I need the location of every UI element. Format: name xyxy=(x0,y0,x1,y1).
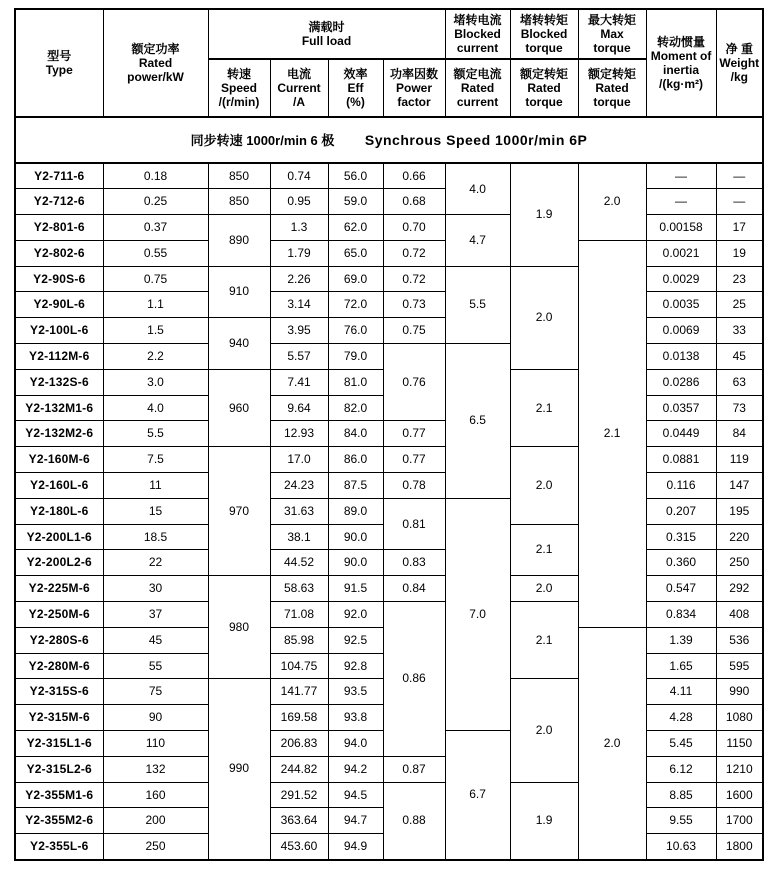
cell-weight: 595 xyxy=(716,653,763,679)
cell-eff: 76.0 xyxy=(328,318,383,344)
header-blocked-current-zh: 堵转电流 xyxy=(453,13,502,27)
header-weight-unit: /kg xyxy=(730,70,748,84)
cell-current: 453.60 xyxy=(270,834,328,860)
cell-pf: 0.83 xyxy=(383,550,445,576)
cell-inertia: 0.116 xyxy=(646,473,716,499)
header-current-zh: 电流 xyxy=(286,67,311,81)
table-row xyxy=(15,266,763,292)
cell-inertia: 0.00158 xyxy=(646,215,716,241)
table-row xyxy=(15,782,763,808)
cell-pf: 0.68 xyxy=(383,189,445,215)
cell-bt: 2.0 xyxy=(510,576,578,602)
table-row xyxy=(15,576,763,602)
cell-weight: — xyxy=(716,163,763,189)
cell-eff: 90.0 xyxy=(328,524,383,550)
cell-weight: 73 xyxy=(716,395,763,421)
cell-mt: 2.0 xyxy=(578,163,646,240)
cell-model: Y2-315L2-6 xyxy=(15,756,103,782)
cell-weight: 119 xyxy=(716,447,763,473)
cell-eff: 69.0 xyxy=(328,266,383,292)
table-row xyxy=(15,189,763,215)
cell-model: Y2-801-6 xyxy=(15,215,103,241)
cell-eff: 92.5 xyxy=(328,627,383,653)
cell-eff: 92.8 xyxy=(328,653,383,679)
section-header xyxy=(15,117,763,163)
cell-current: 85.98 xyxy=(270,627,328,653)
header-full-load-group xyxy=(208,9,445,59)
cell-weight: 45 xyxy=(716,344,763,370)
header-rated-torque-b-en2: torque xyxy=(593,95,631,109)
cell-current: 5.57 xyxy=(270,344,328,370)
cell-model: Y2-802-6 xyxy=(15,240,103,266)
cell-current: 3.95 xyxy=(270,318,328,344)
cell-inertia: 1.39 xyxy=(646,627,716,653)
cell-bt: 1.9 xyxy=(510,782,578,859)
cell-power: 0.25 xyxy=(103,189,208,215)
cell-current: 17.0 xyxy=(270,447,328,473)
cell-model: Y2-355M1-6 xyxy=(15,782,103,808)
cell-bt: 1.9 xyxy=(510,163,578,266)
cell-bt: 2.1 xyxy=(510,369,578,446)
cell-current: 244.82 xyxy=(270,756,328,782)
header-rated-torque-b xyxy=(578,59,646,117)
header-speed-en: Speed xyxy=(220,81,257,95)
header-current-unit: /A xyxy=(293,95,305,109)
header-speed-unit: /(r/min) xyxy=(218,95,260,109)
cell-pf: 0.87 xyxy=(383,756,445,782)
cell-eff: 82.0 xyxy=(328,395,383,421)
cell-inertia: 8.85 xyxy=(646,782,716,808)
cell-current: 206.83 xyxy=(270,731,328,757)
cell-weight: 147 xyxy=(716,473,763,499)
table-row xyxy=(15,421,763,447)
header-eff-zh: 效率 xyxy=(343,67,368,81)
cell-power: 75 xyxy=(103,679,208,705)
header-power-factor xyxy=(383,59,445,117)
cell-power: 7.5 xyxy=(103,447,208,473)
cell-speed: 980 xyxy=(208,576,270,679)
cell-model: Y2-280M-6 xyxy=(15,653,103,679)
cell-eff: 86.0 xyxy=(328,447,383,473)
cell-power: 250 xyxy=(103,834,208,860)
cell-pf: 0.86 xyxy=(383,602,445,757)
cell-eff: 62.0 xyxy=(328,215,383,241)
cell-power: 3.0 xyxy=(103,369,208,395)
cell-power: 0.18 xyxy=(103,163,208,189)
header-weight-zh: 净 重 xyxy=(725,42,753,56)
cell-power: 22 xyxy=(103,550,208,576)
cell-weight: — xyxy=(716,189,763,215)
header-inertia xyxy=(646,9,716,117)
cell-weight: 1210 xyxy=(716,756,763,782)
table-row xyxy=(15,447,763,473)
cell-current: 0.95 xyxy=(270,189,328,215)
cell-bc: 5.5 xyxy=(445,266,510,343)
cell-current: 104.75 xyxy=(270,653,328,679)
cell-eff: 89.0 xyxy=(328,498,383,524)
cell-current: 169.58 xyxy=(270,705,328,731)
cell-model: Y2-132M1-6 xyxy=(15,395,103,421)
header-inertia-unit: /(kg·m²) xyxy=(659,77,704,91)
section-row xyxy=(15,117,763,163)
cell-weight: 1700 xyxy=(716,808,763,834)
cell-eff: 79.0 xyxy=(328,344,383,370)
header-rated-current-en1: Rated xyxy=(460,81,495,95)
cell-pf: 0.84 xyxy=(383,576,445,602)
cell-inertia: 0.0029 xyxy=(646,266,716,292)
cell-power: 160 xyxy=(103,782,208,808)
cell-speed: 910 xyxy=(208,266,270,318)
cell-power: 11 xyxy=(103,473,208,499)
cell-pf: 0.88 xyxy=(383,782,445,859)
header-rated-torque-a-en2: torque xyxy=(525,95,563,109)
cell-pf: 0.76 xyxy=(383,344,445,421)
header-eff xyxy=(328,59,383,117)
header-max-torque-zh: 最大转矩 xyxy=(588,13,637,27)
cell-power: 1.1 xyxy=(103,292,208,318)
cell-model: Y2-90L-6 xyxy=(15,292,103,318)
header-weight xyxy=(716,9,763,117)
cell-model: Y2-200L2-6 xyxy=(15,550,103,576)
cell-eff: 59.0 xyxy=(328,189,383,215)
header-current-en: Current xyxy=(277,81,321,95)
cell-speed: 970 xyxy=(208,447,270,576)
header-max-torque xyxy=(578,9,646,59)
header-eff-en: Eff xyxy=(347,81,364,95)
cell-inertia: — xyxy=(646,163,716,189)
cell-inertia: 0.315 xyxy=(646,524,716,550)
cell-eff: 56.0 xyxy=(328,163,383,189)
table-row xyxy=(15,498,763,524)
header-rated-torque-a-en1: Rated xyxy=(527,81,561,95)
cell-current: 0.74 xyxy=(270,163,328,189)
cell-weight: 220 xyxy=(716,524,763,550)
cell-eff: 93.5 xyxy=(328,679,383,705)
cell-weight: 25 xyxy=(716,292,763,318)
cell-bt: 2.1 xyxy=(510,602,578,679)
cell-current: 58.63 xyxy=(270,576,328,602)
cell-eff: 94.7 xyxy=(328,808,383,834)
cell-eff: 92.0 xyxy=(328,602,383,628)
cell-model: Y2-132M2-6 xyxy=(15,421,103,447)
cell-power: 0.75 xyxy=(103,266,208,292)
table-row xyxy=(15,292,763,318)
cell-eff: 94.9 xyxy=(328,834,383,860)
header-blocked-torque-en1: Blocked xyxy=(520,27,568,41)
cell-inertia: 5.45 xyxy=(646,731,716,757)
cell-power: 30 xyxy=(103,576,208,602)
cell-pf: 0.73 xyxy=(383,292,445,318)
cell-current: 363.64 xyxy=(270,808,328,834)
header-blocked-torque-en2: torque xyxy=(525,41,563,55)
cell-current: 44.52 xyxy=(270,550,328,576)
table-row xyxy=(15,473,763,499)
cell-current: 7.41 xyxy=(270,369,328,395)
cell-eff: 65.0 xyxy=(328,240,383,266)
header-rated-torque-b-zh: 额定转矩 xyxy=(588,67,637,81)
cell-eff: 94.5 xyxy=(328,782,383,808)
cell-weight: 536 xyxy=(716,627,763,653)
cell-pf: 0.72 xyxy=(383,240,445,266)
header-type xyxy=(15,9,103,117)
cell-power: 1.5 xyxy=(103,318,208,344)
cell-weight: 1080 xyxy=(716,705,763,731)
cell-weight: 1150 xyxy=(716,731,763,757)
cell-model: Y2-315M-6 xyxy=(15,705,103,731)
cell-weight: 292 xyxy=(716,576,763,602)
cell-inertia: 0.547 xyxy=(646,576,716,602)
cell-eff: 94.0 xyxy=(328,731,383,757)
cell-weight: 23 xyxy=(716,266,763,292)
header-rated-torque-a xyxy=(510,59,578,117)
cell-inertia: 0.207 xyxy=(646,498,716,524)
section-title-en: Synchrous Speed 1000r/min 6P xyxy=(364,132,588,148)
cell-model: Y2-225M-6 xyxy=(15,576,103,602)
cell-inertia: 0.0069 xyxy=(646,318,716,344)
cell-current: 3.14 xyxy=(270,292,328,318)
cell-power: 18.5 xyxy=(103,524,208,550)
header-current xyxy=(270,59,328,117)
header-rated-power-en: Rated xyxy=(138,56,173,70)
cell-eff: 90.0 xyxy=(328,550,383,576)
cell-weight: 17 xyxy=(716,215,763,241)
cell-eff: 87.5 xyxy=(328,473,383,499)
header-speed xyxy=(208,59,270,117)
cell-eff: 72.0 xyxy=(328,292,383,318)
table-row xyxy=(15,344,763,370)
cell-current: 1.79 xyxy=(270,240,328,266)
header-rated-current-zh: 额定电流 xyxy=(453,67,502,81)
cell-eff: 93.8 xyxy=(328,705,383,731)
table-row xyxy=(15,550,763,576)
cell-model: Y2-180L-6 xyxy=(15,498,103,524)
cell-bt: 2.0 xyxy=(510,679,578,782)
cell-pf: 0.78 xyxy=(383,473,445,499)
header-power-factor-en1: Power xyxy=(396,81,433,95)
cell-inertia: 0.0357 xyxy=(646,395,716,421)
cell-model: Y2-355M2-6 xyxy=(15,808,103,834)
cell-weight: 19 xyxy=(716,240,763,266)
header-inertia-en2: inertia xyxy=(663,63,700,77)
cell-weight: 63 xyxy=(716,369,763,395)
header-row-top xyxy=(15,9,763,59)
cell-pf: 0.66 xyxy=(383,163,445,189)
cell-model: Y2-90S-6 xyxy=(15,266,103,292)
cell-inertia: 0.0286 xyxy=(646,369,716,395)
cell-current: 2.26 xyxy=(270,266,328,292)
cell-inertia: 4.28 xyxy=(646,705,716,731)
table-row xyxy=(15,756,763,782)
cell-power: 15 xyxy=(103,498,208,524)
cell-weight: 84 xyxy=(716,421,763,447)
header-weight-en: Weight xyxy=(719,56,760,70)
section-title-zh: 同步转速 1000r/min 6 极 xyxy=(190,133,335,148)
cell-mt: 2.0 xyxy=(578,627,646,859)
cell-weight: 250 xyxy=(716,550,763,576)
cell-power: 0.55 xyxy=(103,240,208,266)
header-type-en: Type xyxy=(45,63,73,77)
cell-inertia: 9.55 xyxy=(646,808,716,834)
cell-inertia: 0.0021 xyxy=(646,240,716,266)
header-type-zh: 型号 xyxy=(47,49,72,63)
cell-current: 71.08 xyxy=(270,602,328,628)
cell-power: 90 xyxy=(103,705,208,731)
header-power-factor-zh: 功率因数 xyxy=(390,67,439,81)
table-row xyxy=(15,318,763,344)
header-max-torque-en2: torque xyxy=(593,41,631,55)
cell-power: 45 xyxy=(103,627,208,653)
cell-model: Y2-132S-6 xyxy=(15,369,103,395)
cell-speed: 940 xyxy=(208,318,270,370)
cell-speed: 890 xyxy=(208,215,270,267)
cell-current: 1.3 xyxy=(270,215,328,241)
motor-spec-table xyxy=(14,8,764,861)
cell-weight: 990 xyxy=(716,679,763,705)
cell-bt: 2.0 xyxy=(510,266,578,369)
table-row xyxy=(15,602,763,628)
cell-inertia: 0.0035 xyxy=(646,292,716,318)
header-rated-power xyxy=(103,9,208,117)
cell-eff: 84.0 xyxy=(328,421,383,447)
cell-power: 5.5 xyxy=(103,421,208,447)
cell-pf: 0.81 xyxy=(383,498,445,550)
cell-inertia: 0.0881 xyxy=(646,447,716,473)
cell-model: Y2-250M-6 xyxy=(15,602,103,628)
cell-model: Y2-112M-6 xyxy=(15,344,103,370)
cell-model: Y2-315L1-6 xyxy=(15,731,103,757)
cell-pf: 0.77 xyxy=(383,447,445,473)
cell-bc: 6.7 xyxy=(445,731,510,860)
cell-model: Y2-712-6 xyxy=(15,189,103,215)
table-row xyxy=(15,240,763,266)
header-full-load-zh: 满载时 xyxy=(308,20,345,34)
cell-power: 55 xyxy=(103,653,208,679)
cell-power: 200 xyxy=(103,808,208,834)
header-blocked-torque xyxy=(510,9,578,59)
cell-inertia: 0.834 xyxy=(646,602,716,628)
cell-model: Y2-160M-6 xyxy=(15,447,103,473)
header-full-load-en: Full load xyxy=(301,34,352,48)
cell-bc: 4.7 xyxy=(445,215,510,267)
cell-model: Y2-355L-6 xyxy=(15,834,103,860)
cell-weight: 1600 xyxy=(716,782,763,808)
header-power-factor-en2: factor xyxy=(397,95,431,109)
cell-weight: 195 xyxy=(716,498,763,524)
cell-speed: 850 xyxy=(208,189,270,215)
cell-eff: 81.0 xyxy=(328,369,383,395)
cell-pf: 0.70 xyxy=(383,215,445,241)
cell-eff: 94.2 xyxy=(328,756,383,782)
cell-model: Y2-160L-6 xyxy=(15,473,103,499)
cell-current: 9.64 xyxy=(270,395,328,421)
cell-model: Y2-280S-6 xyxy=(15,627,103,653)
cell-current: 12.93 xyxy=(270,421,328,447)
header-rated-power-zh: 额定功率 xyxy=(131,42,180,56)
cell-bt: 2.1 xyxy=(510,524,578,576)
cell-current: 141.77 xyxy=(270,679,328,705)
cell-bc: 6.5 xyxy=(445,344,510,499)
cell-current: 38.1 xyxy=(270,524,328,550)
cell-speed: 850 xyxy=(208,163,270,189)
cell-bt: 2.0 xyxy=(510,447,578,524)
table-row xyxy=(15,215,763,241)
cell-weight: 33 xyxy=(716,318,763,344)
cell-power: 4.0 xyxy=(103,395,208,421)
cell-weight: 408 xyxy=(716,602,763,628)
cell-model: Y2-315S-6 xyxy=(15,679,103,705)
header-rated-current-en2: current xyxy=(456,95,499,109)
header-inertia-en1: Moment of xyxy=(650,49,712,63)
cell-inertia: 0.360 xyxy=(646,550,716,576)
table-body xyxy=(15,117,763,860)
cell-model: Y2-200L1-6 xyxy=(15,524,103,550)
cell-inertia: — xyxy=(646,189,716,215)
cell-power: 132 xyxy=(103,756,208,782)
cell-current: 31.63 xyxy=(270,498,328,524)
header-eff-unit: (%) xyxy=(346,95,365,109)
cell-inertia: 0.0138 xyxy=(646,344,716,370)
cell-bc: 4.0 xyxy=(445,163,510,215)
cell-power: 2.2 xyxy=(103,344,208,370)
cell-bc: 7.0 xyxy=(445,498,510,730)
cell-inertia: 4.11 xyxy=(646,679,716,705)
cell-speed: 990 xyxy=(208,679,270,860)
cell-inertia: 1.65 xyxy=(646,653,716,679)
cell-power: 37 xyxy=(103,602,208,628)
header-rated-power-unit: power/kW xyxy=(127,70,184,84)
cell-current: 24.23 xyxy=(270,473,328,499)
header-rated-torque-a-zh: 额定转矩 xyxy=(520,67,569,81)
cell-inertia: 6.12 xyxy=(646,756,716,782)
header-blocked-current-en2: current xyxy=(456,41,499,55)
header-rated-torque-b-en1: Rated xyxy=(595,81,629,95)
cell-pf: 0.77 xyxy=(383,421,445,447)
cell-eff: 91.5 xyxy=(328,576,383,602)
header-blocked-current xyxy=(445,9,510,59)
cell-power: 110 xyxy=(103,731,208,757)
header-inertia-zh: 转动惯量 xyxy=(657,35,706,49)
cell-model: Y2-100L-6 xyxy=(15,318,103,344)
table-row xyxy=(15,163,763,189)
cell-power: 0.37 xyxy=(103,215,208,241)
header-max-torque-en1: Max xyxy=(600,27,624,41)
cell-pf: 0.72 xyxy=(383,266,445,292)
cell-current: 291.52 xyxy=(270,782,328,808)
cell-inertia: 10.63 xyxy=(646,834,716,860)
cell-inertia: 0.0449 xyxy=(646,421,716,447)
cell-pf: 0.75 xyxy=(383,318,445,344)
cell-mt: 2.1 xyxy=(578,240,646,627)
header-blocked-current-en1: Blocked xyxy=(454,27,501,41)
cell-speed: 960 xyxy=(208,369,270,446)
cell-weight: 1800 xyxy=(716,834,763,860)
header-speed-zh: 转速 xyxy=(226,67,251,81)
cell-model: Y2-711-6 xyxy=(15,163,103,189)
header-blocked-torque-zh: 堵转转矩 xyxy=(520,13,569,27)
header-rated-current xyxy=(445,59,510,117)
